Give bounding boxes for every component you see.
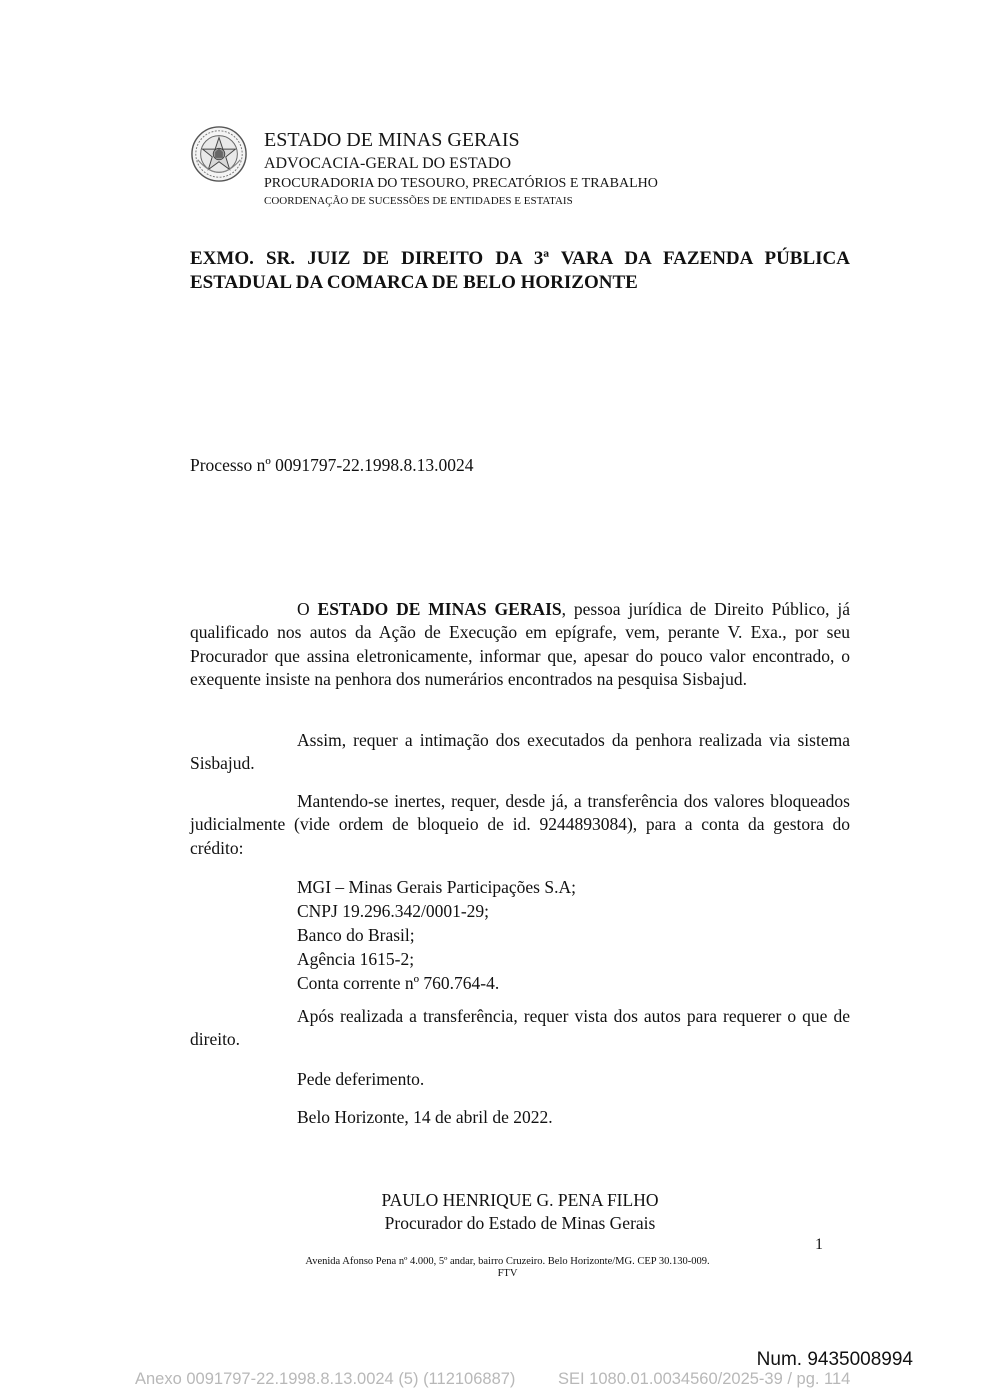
- annex-reference: Anexo 0091797-22.1998.8.13.0024 (5) (112106887): [135, 1370, 516, 1388]
- sei-reference: SEI 1080.01.0034560/2025-39 / pg. 114: [558, 1370, 851, 1388]
- paragraph-1-lead: O: [297, 599, 318, 619]
- addressee-line-1: EXMO. SR. JUIZ DE DIREITO DA 3ª VARA DA FAZENDA PÚBLICA: [190, 248, 850, 269]
- paragraph-1-rest: , pessoa jurídica de Direito Público, já qualificado nos autos da Ação de Execução em epígrafe, vem, perante V. Exa., por seu Procurador que assina eletronicamente, informar que, apesar do pouco valor encontrado, o exequente insiste na penhora dos numerários encontrados na pesquisa Sisbajud.: [190, 599, 851, 689]
- addressee-line-2: ESTADUAL DA COMARCA DE BELO HORIZONTE: [190, 272, 638, 293]
- party-name: ESTADO DE MINAS GERAIS: [317, 599, 562, 619]
- paragraph-4: [190, 1005, 850, 1052]
- paragraph-4-text: Após realizada a transferência, requer vista dos autos para requerer o que de direito.: [190, 1006, 850, 1050]
- page-number: 1: [815, 1236, 823, 1253]
- bank-line: CNPJ 19.296.342/0001-29;: [297, 901, 490, 921]
- state-name: ESTADO DE MINAS GERAIS: [264, 129, 520, 151]
- footer-address: Avenida Afonso Pena nº 4.000, 5º andar, bairro Cruzeiro. Belo Horizonte/MG. CEP 30.130-009.: [305, 1256, 710, 1267]
- paragraph-2-text: Assim, requer a intimação dos executados da penhora realizada via sistema Sisbajud.: [190, 730, 850, 774]
- signer-title: Procurador do Estado de Minas Gerais: [384, 1213, 656, 1233]
- process-number: Processo nº 0091797-22.1998.8.13.0024: [190, 455, 474, 475]
- paragraph-3-text: Mantendo-se inertes, requer, desde já, a transferência dos valores bloqueados judicialmente (vide ordem de bloqueio de id. 9244893084), para a conta da gestora do crédito:: [190, 791, 850, 858]
- signer-name: PAULO HENRIQUE G. PENA FILHO: [381, 1190, 659, 1210]
- paragraph-2: [190, 729, 850, 776]
- paragraph-1: [190, 598, 850, 691]
- paragraph-3: [190, 790, 850, 860]
- footer-initials: FTV: [497, 1268, 518, 1279]
- coordination-name: COORDENAÇÃO DE SUCESSÕES DE ENTIDADES E ESTATAIS: [264, 195, 573, 207]
- document-number: Num. 9435008994: [756, 1349, 913, 1370]
- bank-line: Conta corrente nº 760.764-4.: [297, 973, 500, 993]
- addressee: [190, 247, 850, 295]
- agency-name: ADVOCACIA-GERAL DO ESTADO: [264, 155, 511, 172]
- bank-line: Banco do Brasil;: [297, 925, 415, 945]
- bank-line: Agência 1615-2;: [297, 949, 415, 969]
- closing-request: Pede deferimento.: [297, 1069, 425, 1089]
- date-line: Belo Horizonte, 14 de abril de 2022.: [297, 1107, 553, 1127]
- coat-of-arms-icon: [190, 125, 248, 183]
- bank-details: [297, 875, 576, 995]
- department-name: PROCURADORIA DO TESOURO, PRECATÓRIOS E TRABALHO: [264, 176, 658, 191]
- bank-line: MGI – Minas Gerais Participações S.A;: [297, 877, 576, 897]
